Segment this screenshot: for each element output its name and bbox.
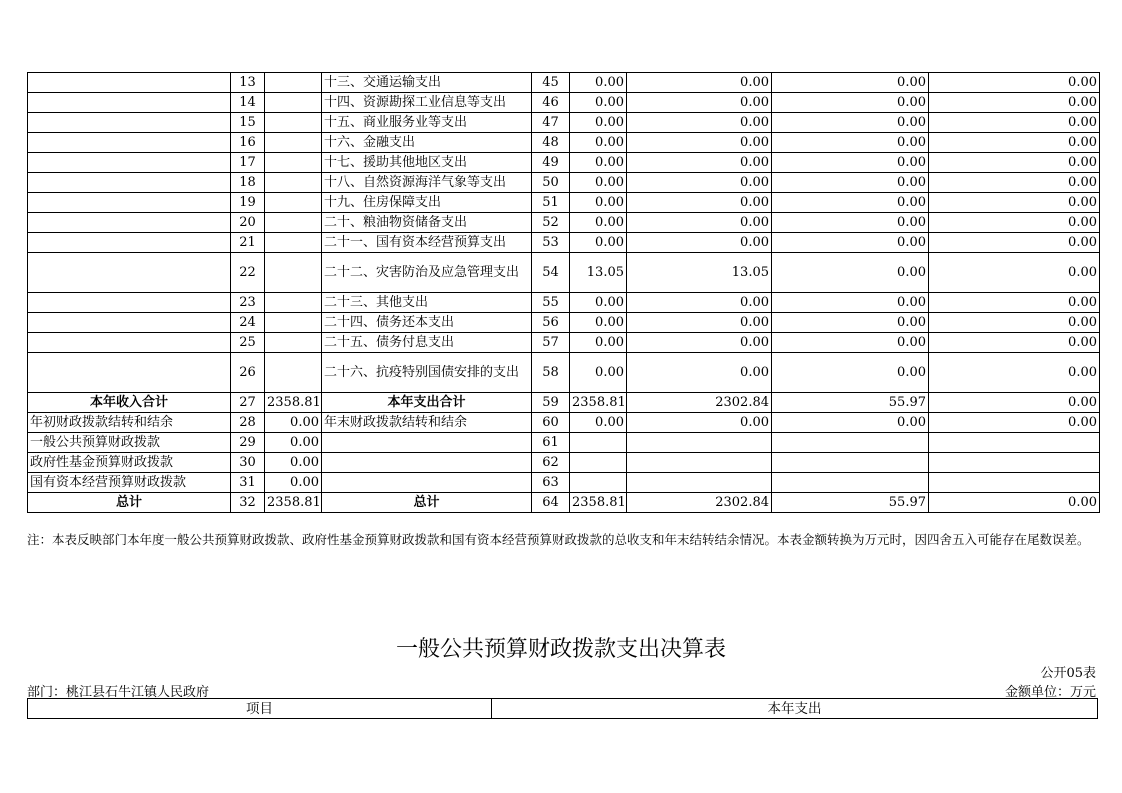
expense-state-capital-cell: 0.00	[929, 153, 1100, 173]
expense-general-budget-cell: 0.00	[627, 353, 772, 393]
table-row	[28, 453, 1100, 473]
income-amount-cell	[265, 113, 322, 133]
expense-state-capital-cell: 0.00	[929, 193, 1100, 213]
table-row	[28, 133, 1100, 153]
column-header-item: 项目	[28, 699, 492, 719]
income-line-number: 26	[231, 353, 265, 393]
table-row	[28, 393, 1100, 413]
expense-item-cell	[322, 433, 532, 453]
income-amount-cell: 0.00	[265, 453, 322, 473]
expense-state-capital-cell	[929, 453, 1100, 473]
expense-line-number: 56	[532, 313, 570, 333]
expense-state-capital-cell: 0.00	[929, 213, 1100, 233]
table-row	[28, 213, 1100, 233]
expense-general-budget-cell: 0.00	[627, 93, 772, 113]
table-row	[28, 173, 1100, 193]
expense-state-capital-cell	[929, 433, 1100, 453]
expense-total-cell: 0.00	[570, 153, 627, 173]
table-row	[28, 93, 1100, 113]
income-amount-cell	[265, 293, 322, 313]
expense-state-capital-cell: 0.00	[929, 493, 1100, 513]
expense-fund-budget-cell: 0.00	[772, 353, 929, 393]
expense-item-cell: 年末财政拨款结转和结余	[322, 413, 532, 433]
expense-fund-budget-cell: 0.00	[772, 153, 929, 173]
expense-state-capital-cell: 0.00	[929, 93, 1100, 113]
income-line-number: 13	[231, 73, 265, 93]
income-amount-cell	[265, 73, 322, 93]
expense-state-capital-cell: 0.00	[929, 173, 1100, 193]
income-line-number: 25	[231, 333, 265, 353]
expense-general-budget-cell: 0.00	[627, 153, 772, 173]
expense-fund-budget-cell: 0.00	[772, 293, 929, 313]
income-line-number: 15	[231, 113, 265, 133]
expense-fund-budget-cell: 0.00	[772, 213, 929, 233]
income-item-cell: 本年收入合计	[28, 393, 231, 413]
table-row	[28, 333, 1100, 353]
income-amount-cell	[265, 193, 322, 213]
expense-line-number: 52	[532, 213, 570, 233]
table-row	[28, 473, 1100, 493]
income-line-number: 23	[231, 293, 265, 313]
expense-total-cell: 0.00	[570, 193, 627, 213]
expense-total-cell	[570, 433, 627, 453]
expense-line-number: 49	[532, 153, 570, 173]
expense-general-budget-cell	[627, 453, 772, 473]
expense-state-capital-cell: 0.00	[929, 393, 1100, 413]
income-item-cell: 国有资本经营预算财政拨款	[28, 473, 231, 493]
income-item-cell: 年初财政拨款结转和结余	[28, 413, 231, 433]
income-item-cell	[28, 353, 231, 393]
table-row	[28, 293, 1100, 313]
income-amount-cell: 0.00	[265, 433, 322, 453]
income-amount-cell	[265, 93, 322, 113]
income-amount-cell: 2358.81	[265, 493, 322, 513]
expense-general-budget-cell: 0.00	[627, 293, 772, 313]
income-amount-cell: 0.00	[265, 473, 322, 493]
expense-fund-budget-cell: 0.00	[772, 73, 929, 93]
expense-fund-budget-cell: 55.97	[772, 393, 929, 413]
expense-item-cell: 十三、交通运输支出	[322, 73, 532, 93]
expense-total-cell: 0.00	[570, 93, 627, 113]
expense-state-capital-cell	[929, 473, 1100, 493]
expense-item-cell: 十九、住房保障支出	[322, 193, 532, 213]
expense-general-budget-cell: 0.00	[627, 413, 772, 433]
expense-line-number: 47	[532, 113, 570, 133]
expense-general-budget-cell: 0.00	[627, 213, 772, 233]
table-note: 注：本表反映部门本年度一般公共预算财政拨款、政府性基金预算财政拨款和国有资本经营预算财政拨款的总收支和年末结转结余情况。本表金额转换为万元时，因四舍五入可能存在尾数误差。	[27, 532, 1090, 547]
expense-state-capital-cell: 0.00	[929, 133, 1100, 153]
department-label: 部门：桃江县石牛江镇人民政府	[27, 685, 210, 700]
expense-total-cell: 0.00	[570, 313, 627, 333]
expense-line-number: 61	[532, 433, 570, 453]
expense-state-capital-cell: 0.00	[929, 113, 1100, 133]
income-line-number: 24	[231, 313, 265, 333]
income-amount-cell	[265, 233, 322, 253]
expense-fund-budget-cell: 0.00	[772, 133, 929, 153]
income-amount-cell	[265, 213, 322, 233]
expense-total-cell: 2358.81	[570, 393, 627, 413]
income-item-cell	[28, 313, 231, 333]
expense-total-cell: 0.00	[570, 353, 627, 393]
income-line-number: 27	[231, 393, 265, 413]
expense-fund-budget-cell: 0.00	[772, 113, 929, 133]
expense-line-number: 51	[532, 193, 570, 213]
income-item-cell	[28, 133, 231, 153]
expense-item-cell: 二十、粮油物资储备支出	[322, 213, 532, 233]
expense-general-budget-cell: 0.00	[627, 173, 772, 193]
expense-total-cell: 0.00	[570, 133, 627, 153]
income-item-cell	[28, 93, 231, 113]
expense-fund-budget-cell	[772, 433, 929, 453]
expense-general-budget-cell: 13.05	[627, 253, 772, 293]
income-item-cell: 政府性基金预算财政拨款	[28, 453, 231, 473]
expense-line-number: 62	[532, 453, 570, 473]
expense-total-cell: 0.00	[570, 293, 627, 313]
table-code: 公开05表	[1040, 666, 1096, 681]
income-item-cell	[28, 113, 231, 133]
expense-state-capital-cell: 0.00	[929, 253, 1100, 293]
income-amount-cell	[265, 153, 322, 173]
income-item-cell	[28, 233, 231, 253]
expense-item-cell: 十七、援助其他地区支出	[322, 153, 532, 173]
table-row	[28, 493, 1100, 513]
expense-total-cell: 0.00	[570, 173, 627, 193]
column-header-spend: 本年支出	[492, 699, 1098, 719]
expense-fund-budget-cell: 55.97	[772, 493, 929, 513]
expense-item-cell: 二十一、国有资本经营预算支出	[322, 233, 532, 253]
expense-line-number: 63	[532, 473, 570, 493]
table-row	[28, 113, 1100, 133]
income-item-cell: 总计	[28, 493, 231, 513]
income-item-cell	[28, 173, 231, 193]
expense-total-cell	[570, 453, 627, 473]
expense-total-cell: 0.00	[570, 413, 627, 433]
expense-line-number: 55	[532, 293, 570, 313]
expense-item-cell	[322, 473, 532, 493]
income-line-number: 30	[231, 453, 265, 473]
income-amount-cell	[265, 313, 322, 333]
expense-total-cell: 13.05	[570, 253, 627, 293]
expense-state-capital-cell: 0.00	[929, 313, 1100, 333]
expense-total-cell	[570, 473, 627, 493]
expense-item-cell	[322, 453, 532, 473]
income-amount-cell: 2358.81	[265, 393, 322, 413]
expense-item-cell: 十八、自然资源海洋气象等支出	[322, 173, 532, 193]
income-line-number: 31	[231, 473, 265, 493]
income-item-cell	[28, 333, 231, 353]
expense-general-budget-cell: 0.00	[627, 193, 772, 213]
expense-fund-budget-cell: 0.00	[772, 233, 929, 253]
expense-item-cell: 总计	[322, 493, 532, 513]
income-line-number: 32	[231, 493, 265, 513]
expense-general-budget-cell: 2302.84	[627, 393, 772, 413]
expense-state-capital-cell: 0.00	[929, 233, 1100, 253]
income-line-number: 22	[231, 253, 265, 293]
fiscal-appropriation-table	[27, 72, 1100, 513]
expense-item-cell: 二十四、债务还本支出	[322, 313, 532, 333]
expenditure-table-header	[27, 698, 1098, 719]
table-row	[28, 413, 1100, 433]
expense-total-cell: 2358.81	[570, 493, 627, 513]
expense-line-number: 46	[532, 93, 570, 113]
expense-fund-budget-cell: 0.00	[772, 413, 929, 433]
page-title: 一般公共预算财政拨款支出决算表	[395, 637, 726, 662]
expense-state-capital-cell: 0.00	[929, 353, 1100, 393]
expense-total-cell: 0.00	[570, 113, 627, 133]
table-row	[28, 253, 1100, 293]
expense-general-budget-cell: 0.00	[627, 333, 772, 353]
income-line-number: 19	[231, 193, 265, 213]
expense-line-number: 64	[532, 493, 570, 513]
income-line-number: 14	[231, 93, 265, 113]
table-row	[28, 433, 1100, 453]
income-item-cell: 一般公共预算财政拨款	[28, 433, 231, 453]
expense-item-cell: 二十三、其他支出	[322, 293, 532, 313]
expense-item-cell: 十四、资源勘探工业信息等支出	[322, 93, 532, 113]
amount-unit-label: 金额单位：万元	[1004, 685, 1096, 700]
expense-line-number: 50	[532, 173, 570, 193]
expense-fund-budget-cell: 0.00	[772, 173, 929, 193]
expense-state-capital-cell: 0.00	[929, 293, 1100, 313]
income-amount-cell	[265, 353, 322, 393]
expense-general-budget-cell	[627, 433, 772, 453]
expense-line-number: 58	[532, 353, 570, 393]
expense-general-budget-cell: 0.00	[627, 113, 772, 133]
expense-total-cell: 0.00	[570, 213, 627, 233]
income-amount-cell	[265, 173, 322, 193]
expense-fund-budget-cell	[772, 453, 929, 473]
income-line-number: 16	[231, 133, 265, 153]
expense-line-number: 45	[532, 73, 570, 93]
header-row	[28, 699, 1098, 719]
expense-state-capital-cell: 0.00	[929, 413, 1100, 433]
expense-fund-budget-cell: 0.00	[772, 333, 929, 353]
income-item-cell	[28, 73, 231, 93]
income-line-number: 21	[231, 233, 265, 253]
income-line-number: 28	[231, 413, 265, 433]
table-row	[28, 193, 1100, 213]
income-item-cell	[28, 193, 231, 213]
expense-line-number: 60	[532, 413, 570, 433]
expense-general-budget-cell: 0.00	[627, 233, 772, 253]
expense-fund-budget-cell: 0.00	[772, 253, 929, 293]
income-item-cell	[28, 213, 231, 233]
expense-fund-budget-cell: 0.00	[772, 93, 929, 113]
expense-total-cell: 0.00	[570, 73, 627, 93]
income-amount-cell	[265, 133, 322, 153]
income-item-cell	[28, 253, 231, 293]
table-row	[28, 233, 1100, 253]
table-row	[28, 313, 1100, 333]
expense-line-number: 48	[532, 133, 570, 153]
income-item-cell	[28, 293, 231, 313]
expense-state-capital-cell: 0.00	[929, 333, 1100, 353]
expense-line-number: 59	[532, 393, 570, 413]
expense-item-cell: 二十五、债务付息支出	[322, 333, 532, 353]
expense-state-capital-cell: 0.00	[929, 73, 1100, 93]
expense-item-cell: 二十二、灾害防治及应急管理支出	[322, 253, 532, 293]
income-line-number: 17	[231, 153, 265, 173]
income-amount-cell	[265, 253, 322, 293]
expense-item-cell: 十六、金融支出	[322, 133, 532, 153]
expense-fund-budget-cell: 0.00	[772, 313, 929, 333]
expense-item-cell: 二十六、抗疫特别国债安排的支出	[322, 353, 532, 393]
expense-line-number: 53	[532, 233, 570, 253]
expense-fund-budget-cell: 0.00	[772, 193, 929, 213]
table-row	[28, 353, 1100, 393]
income-amount-cell: 0.00	[265, 413, 322, 433]
expense-general-budget-cell: 0.00	[627, 73, 772, 93]
expense-line-number: 57	[532, 333, 570, 353]
expense-item-cell: 本年支出合计	[322, 393, 532, 413]
income-item-cell	[28, 153, 231, 173]
expense-general-budget-cell: 0.00	[627, 313, 772, 333]
expense-general-budget-cell: 0.00	[627, 133, 772, 153]
expense-total-cell: 0.00	[570, 333, 627, 353]
table-row	[28, 153, 1100, 173]
income-line-number: 29	[231, 433, 265, 453]
table-row	[28, 73, 1100, 93]
income-line-number: 18	[231, 173, 265, 193]
expense-general-budget-cell: 2302.84	[627, 493, 772, 513]
expense-item-cell: 十五、商业服务业等支出	[322, 113, 532, 133]
expense-fund-budget-cell	[772, 473, 929, 493]
expense-general-budget-cell	[627, 473, 772, 493]
income-amount-cell	[265, 333, 322, 353]
expense-line-number: 54	[532, 253, 570, 293]
expense-total-cell: 0.00	[570, 233, 627, 253]
income-line-number: 20	[231, 213, 265, 233]
